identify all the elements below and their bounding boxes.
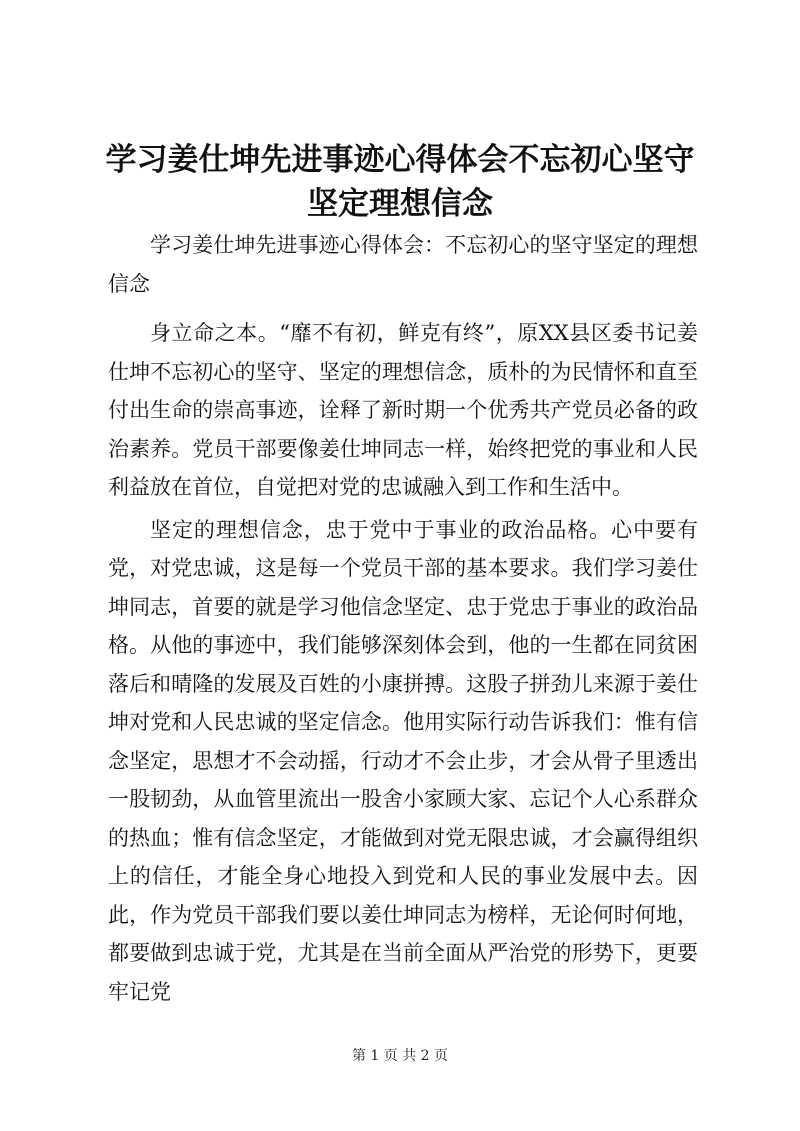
paragraph-subtitle: 学习姜仕坤先进事迹心得体会：不忘初心的坚守坚定的理想信念 bbox=[108, 233, 698, 296]
paragraph-2: 坚定的理想信念，忠于党中于事业的政治品格。心中要有党，对党忠诚，这是每一个党员干部的基本要求。我们学习姜仕坤同志，首要的就是学习他信念坚定、忠于党忠于事业的政治品格。从他的事迹中，我们能够深刻体会到，他的一生都在同贫困落后和晴隆的发展及百姓的小康拼搏。这股子拼劲儿来源于姜仕坤对党和人民忠诚的坚定信念。他用实际行动告诉我们：惟有信念坚定，思想才不会动摇，行动才不会止步，才会从骨子里透出一股韧劲，从血管里流出一股舍小家顾大家、忘记个人心系群众的热血；惟有信念坚定，才能做到对党无限忠诚，才会赢得组织上的信任，才能全身心地投入到党和人民的事业发展中去。因此，作为党员干部我们要以姜仕坤同志为榜样，无论何时何地，都要做到忠诚于党，尤其是在当前全面从严治党的形势下，更要牢记党 bbox=[108, 517, 698, 1004]
document-body bbox=[108, 226, 698, 1011]
document-title: 学习姜仕坤先进事迹心得体会不忘初心坚守坚定理想信念 bbox=[105, 142, 695, 222]
paragraph-1: 身立命之本。“靡不有初，鲜克有终”，原XX县区委书记姜仕坤不忘初心的坚守、坚定的理想信念，质朴的为民情怀和直至付出生命的崇高事迹，诠释了新时期一个优秀共产党员必备的政治素养。党员干部要像姜仕坤同志一样，始终把党的事业和人民利益放在首位，自觉把对党的忠诚融入到工作和生活中。 bbox=[108, 321, 698, 499]
page-number-footer: 第 1 页 共 2 页 bbox=[351, 1048, 449, 1064]
